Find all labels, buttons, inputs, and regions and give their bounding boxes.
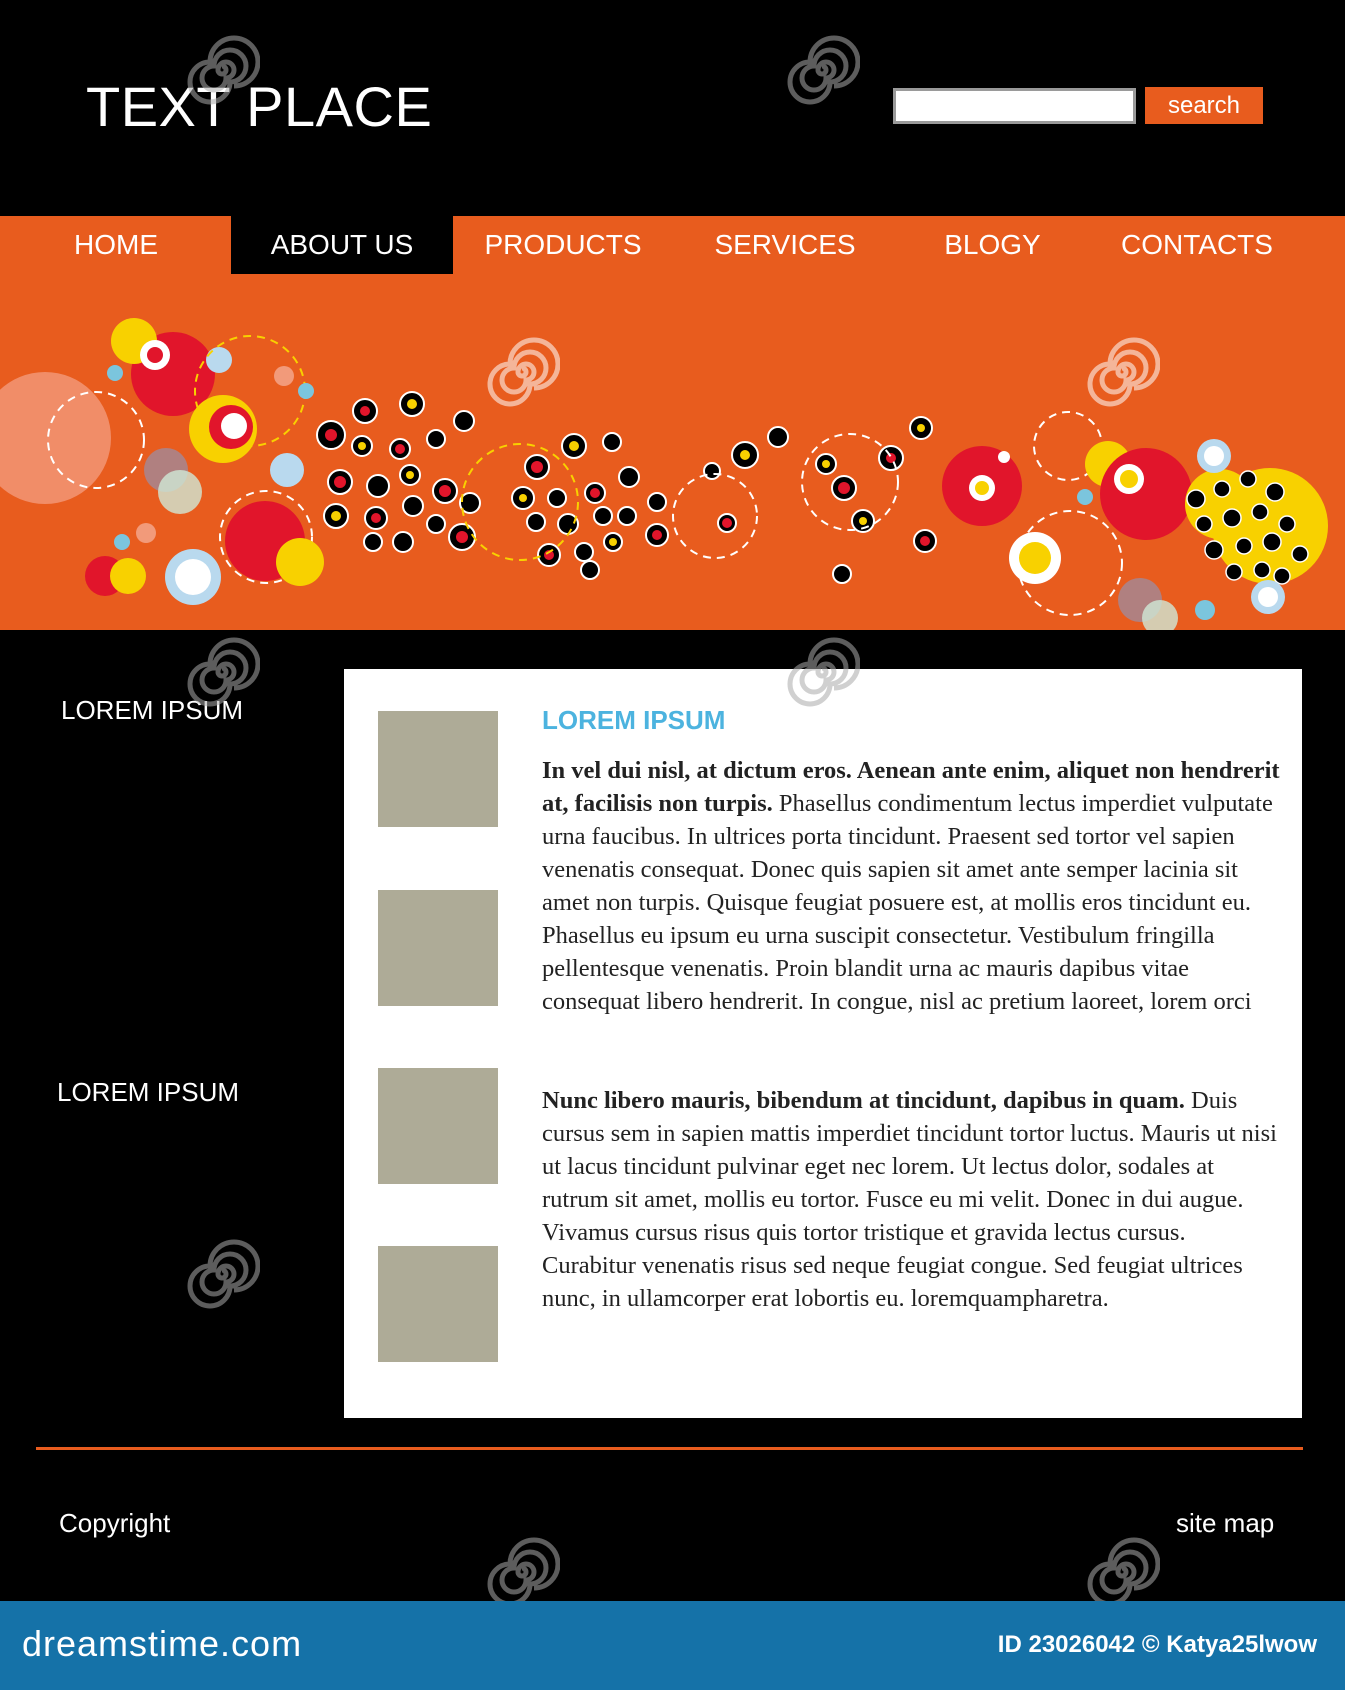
footer-divider: [36, 1447, 1303, 1450]
sidebar-heading-1[interactable]: LOREM IPSUM: [61, 695, 244, 725]
stock-watermark-bar: [0, 1601, 1345, 1690]
main-nav: [0, 216, 1345, 274]
content-paragraph-2: [542, 1084, 1282, 1315]
paragraph-2-body: Duis cursus sem in sapien mattis imperdiet tincidunt tortor luctus. Mauris ut nisi ut lacus tincidunt pulvinar eget nec lorem. Ut lectus dolor, sodales at rutrum sit amet, mollis eu tortor. Fusce eu mi velit. Donec in dui augue. Vivamus cursus risus quis tortor tristique et gravida lectus cursus. Curabitur venenatis risus sed neque feugiat congue. Sed feugiat ultrices nunc, in ullamcorper erat lobortis eu. loremquampharetra.: [542, 1087, 1277, 1312]
paragraph-2-lead: Nunc libero mauris, bibendum at tincidunt, dapibus in quam.: [542, 1087, 1185, 1114]
nav-item-contacts[interactable]: CONTACTS: [1121, 229, 1273, 260]
watermark-spiral-icon: [784, 634, 860, 710]
nav-item-blogy[interactable]: BLOGY: [944, 229, 1041, 260]
nav-item-about-us[interactable]: ABOUT US: [231, 216, 453, 274]
thumbnail-placeholder: [378, 1068, 498, 1184]
site-title[interactable]: TEXT PLACE: [86, 75, 433, 138]
thumbnail-placeholder: [378, 890, 498, 1006]
search-button[interactable]: search: [1145, 87, 1263, 124]
watermark-spiral-icon: [184, 32, 260, 108]
nav-item-home[interactable]: HOME: [74, 229, 158, 260]
site-map-link[interactable]: site map: [1176, 1508, 1275, 1538]
content-title: LOREM IPSUM: [542, 705, 726, 735]
nav-item-products[interactable]: PRODUCTS: [484, 229, 642, 260]
bubbles-illustration: [0, 274, 1345, 630]
nav-item-services[interactable]: SERVICES: [714, 229, 856, 260]
watermark-spiral-icon: [484, 1534, 560, 1610]
watermark-spiral-icon: [484, 334, 560, 410]
copyright-link[interactable]: Copyright: [59, 1508, 171, 1538]
content-paragraph-1: [542, 754, 1282, 1018]
watermark-spiral-icon: [1084, 1534, 1160, 1610]
watermark-spiral-icon: [184, 634, 260, 710]
search-input[interactable]: [893, 88, 1136, 124]
dreamstime-logo: dreamstime.com: [22, 1623, 303, 1664]
paragraph-1-lead: In vel dui nisl, at dictum eros. Aenean ante enim, aliquet non hendrerit at, facilisis non turpis.: [542, 757, 1280, 817]
watermark-spiral-icon: [184, 1236, 260, 1312]
thumbnail-placeholder: [378, 711, 498, 827]
image-id-credit: ID 23026042 © Katya25lwow: [997, 1631, 1317, 1658]
thumbnail-placeholder: [378, 1246, 498, 1362]
content-panel: [344, 669, 1302, 1418]
watermark-spiral-icon: [784, 32, 860, 108]
watermark-spiral-icon: [1084, 334, 1160, 410]
hero-banner: [0, 274, 1345, 630]
paragraph-1-body: Phasellus condimentum lectus imperdiet vulputate urna faucibus. In ultrices porta tincidunt. Praesent sed tortor vel sapien venenatis consequat. Donec quis sapien sit amet ante semper lacinia sit amet non turpis. Quisque feugiat posuere est, at mollis eros tincidunt eu. Phasellus eu ipsum eu urna suscipit consectetur. Vestibulum fringilla pellentesque venenatis. Proin blandit urna ac mauris dapibus vitae consequat libero hendrerit. In congue, nisl ac pretium laoreet, lorem orci: [542, 790, 1273, 1015]
sidebar-heading-2[interactable]: LOREM IPSUM: [57, 1077, 240, 1107]
